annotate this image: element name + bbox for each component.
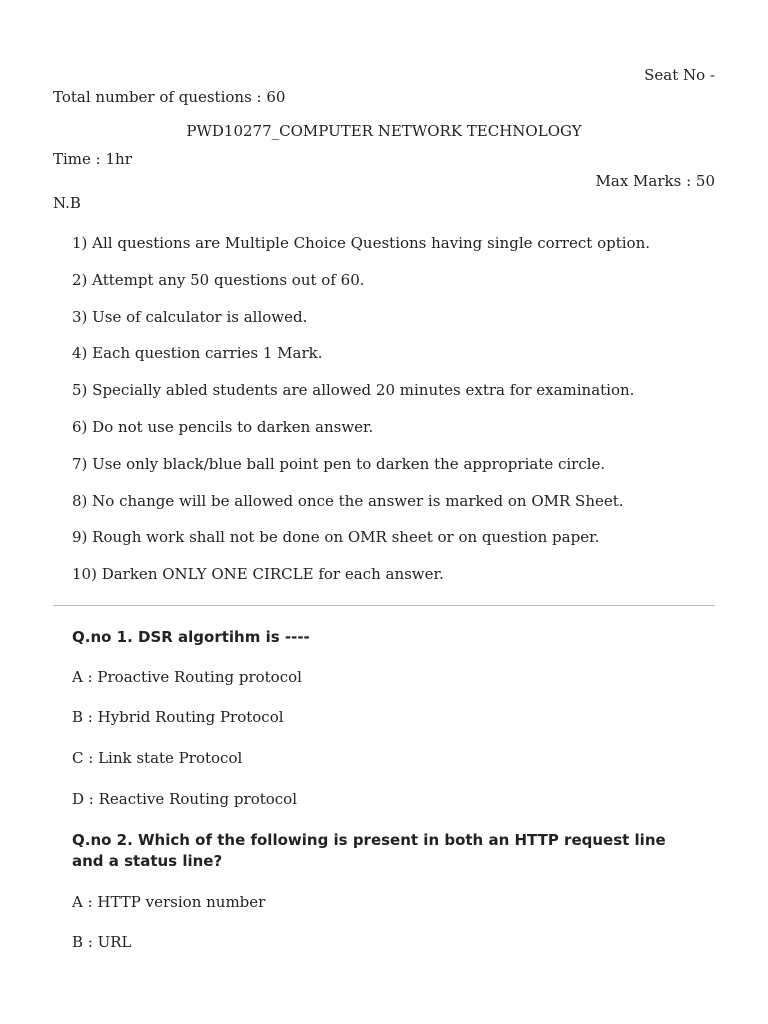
question-1-option-c: C : Link state Protocol xyxy=(72,749,243,767)
question-1-option-b: B : Hybrid Routing Protocol xyxy=(72,708,284,726)
section-divider xyxy=(53,605,715,606)
instruction-item: 1) All questions are Multiple Choice Questions having single correct option. xyxy=(72,234,651,252)
instruction-item: 9) Rough work shall not be done on OMR sheet or on question paper. xyxy=(72,528,600,547)
question-2-option-b: B : URL xyxy=(72,933,132,951)
question-1-option-d: D : Reactive Routing protocol xyxy=(72,790,298,808)
paper-title: PWD10277_COMPUTER NETWORK TECHNOLOGY xyxy=(186,122,582,140)
nb-label: N.B xyxy=(53,194,81,212)
instruction-item: 10) Darken ONLY ONE CIRCLE for each answer. xyxy=(72,565,444,584)
question-1-option-a: A : Proactive Routing protocol xyxy=(72,668,302,686)
instruction-item: 2) Attempt any 50 questions out of 60. xyxy=(72,270,365,289)
seat-number-label: Seat No - xyxy=(644,66,715,84)
instruction-item: 8) No change will be allowed once the answer is marked on OMR Sheet. xyxy=(72,491,624,510)
max-marks-label: Max Marks : 50 xyxy=(595,172,715,190)
question-1-text: Q.no 1. DSR algortihm is ---- xyxy=(72,628,310,646)
instruction-item: 7) Use only black/blue ball point pen to darken the appropriate circle. xyxy=(72,454,606,473)
total-questions-label: Total number of questions : 60 xyxy=(53,88,286,106)
time-label: Time : 1hr xyxy=(53,150,132,168)
instruction-item: 5) Specially abled students are allowed 20 minutes extra for examination. xyxy=(72,381,635,400)
question-2-option-a: A : HTTP version number xyxy=(72,893,266,911)
question-2-text: Q.no 2. Which of the following is present in both an HTTP request line and a status line? xyxy=(72,831,666,870)
instruction-item: 6) Do not use pencils to darken answer. xyxy=(72,417,374,436)
instructions-list xyxy=(72,233,650,601)
instruction-item: 4) Each question carries 1 Mark. xyxy=(72,344,323,363)
instruction-item: 3) Use of calculator is allowed. xyxy=(72,307,308,326)
